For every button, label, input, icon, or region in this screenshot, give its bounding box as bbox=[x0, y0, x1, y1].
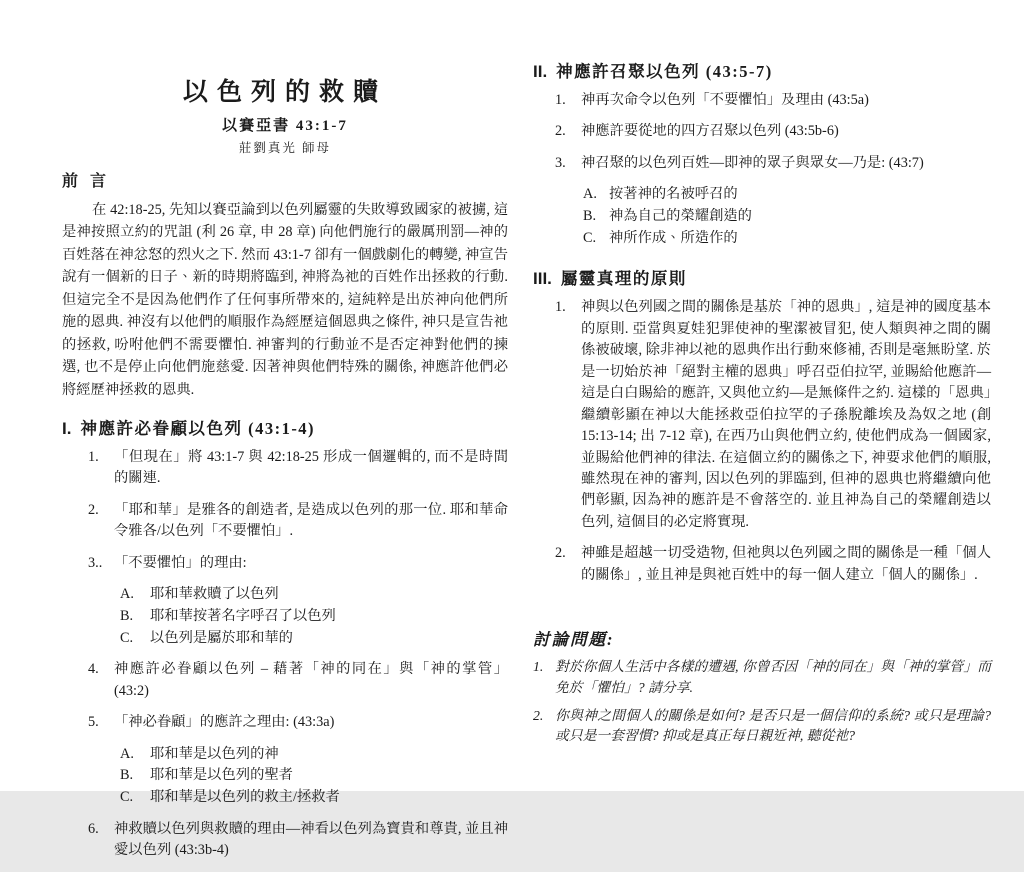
outline-item bbox=[88, 712, 508, 733]
outline-subitem bbox=[583, 228, 991, 250]
item-number: 4. bbox=[88, 661, 99, 678]
subitem-letter: A. bbox=[583, 186, 597, 203]
item-number: 2. bbox=[555, 123, 566, 140]
outline-subitem bbox=[583, 184, 991, 206]
outline-subitem bbox=[120, 765, 508, 787]
subitem-letter: A. bbox=[120, 586, 134, 603]
discussion-heading: 討論問題: bbox=[533, 630, 615, 650]
outline-subitem bbox=[120, 606, 508, 628]
outline-subitems bbox=[120, 584, 508, 649]
section-1-items bbox=[62, 447, 508, 862]
outline-subitems bbox=[583, 184, 991, 249]
outline-item bbox=[88, 819, 508, 862]
subitem-letter: C. bbox=[583, 229, 597, 246]
section-1-title: 神應許必眷顧以色列 (43:1-4) bbox=[80, 418, 316, 438]
question-text: 你與神之間個人的關係是如何? 是否只是一個信仰的系統? 或只是理論? 或只是一套習慣? 抑或是真正每日親近神, 聽從祂? bbox=[555, 707, 991, 744]
subitem-text: 耶和華救贖了以色列 bbox=[150, 586, 279, 603]
item-text: 「不要懼怕」的理由: bbox=[114, 554, 247, 571]
outline-item bbox=[555, 90, 991, 111]
section-3-heading bbox=[533, 265, 991, 289]
document-author: 莊劉真光 師母 bbox=[238, 141, 332, 155]
question-number: 1. bbox=[533, 659, 544, 675]
item-number: 5. bbox=[88, 714, 99, 731]
item-number: 2. bbox=[555, 545, 566, 562]
question-number: 2. bbox=[533, 707, 544, 723]
document-subtitle: 以賽亞書 43:1-7 bbox=[222, 118, 348, 134]
discussion-section bbox=[533, 626, 991, 747]
subitem-text: 耶和華是以色列的神 bbox=[150, 745, 279, 762]
preface-paragraph: 在 42:18-25, 先知以賽亞論到以色列屬靈的失敗導致國家的被擄, 這是神按照立約的咒詛 (利 26 章, 申 28 章) 向他們施行的嚴厲刑罰—神的百姓落在神忿怒的烈火之下. 然而 43:1-7 卻有一個戲劇化的轉變, 神宣告說有一個新的日子、新的時期將臨到, 神將為祂的百姓作出拯救的行動. 但這完全不是因為他們作了任何事所帶來的, 這純粹是出於神向他們所施的恩典. 神沒有以他們的順服作為經歷這個恩典之條件, 神只是宣告祂的拯救, 吩咐他們不需要懼怕. 神審判的行動並不是否定神對他們的揀選, 也不是停止向他們施慈愛. 因著神與他們特殊的關係, 神應許他們必將經歷神拯救的恩典. bbox=[62, 202, 508, 398]
outline-subitem bbox=[583, 206, 991, 228]
document-title: 以色列的救贖 bbox=[182, 79, 387, 106]
item-number: 2. bbox=[88, 501, 99, 518]
outline-item bbox=[88, 659, 508, 702]
outline-subitem bbox=[120, 628, 508, 650]
right-column bbox=[533, 0, 991, 747]
section-3-items bbox=[533, 297, 991, 586]
preface-heading: 前 言 bbox=[62, 173, 111, 190]
item-text: 「但現在」將 43:1-7 與 42:18-25 形成一個邏輯的, 而不是時間的關連. bbox=[114, 448, 508, 487]
outline-subitem bbox=[120, 584, 508, 606]
section-3-number: III. bbox=[533, 269, 552, 289]
subitem-letter: B. bbox=[120, 607, 134, 624]
outline-subitem bbox=[120, 744, 508, 766]
subitem-letter: A. bbox=[120, 745, 134, 762]
item-number: 3.. bbox=[88, 554, 103, 571]
outline-item bbox=[88, 447, 508, 490]
item-text: 神再次命令以色列「不要懼怕」及理由 (43:5a) bbox=[581, 92, 869, 108]
section-1-number: I. bbox=[62, 418, 72, 438]
item-number: 1. bbox=[555, 299, 566, 316]
outline-item bbox=[88, 553, 508, 574]
subitem-letter: B. bbox=[120, 767, 134, 784]
item-text: 「耶和華」是雅各的創造者, 是造成以色列的那一位. 耶和華命令雅各/以色列「不要懼怕」. bbox=[114, 501, 508, 540]
section-2-heading bbox=[533, 58, 991, 82]
outline-item bbox=[555, 121, 991, 142]
left-column bbox=[62, 0, 508, 872]
outline-item bbox=[555, 543, 991, 586]
section-1-heading bbox=[62, 415, 508, 439]
item-number: 1. bbox=[555, 92, 566, 108]
subitem-text: 耶和華按著名字呼召了以色列 bbox=[150, 607, 336, 624]
item-number: 1. bbox=[88, 448, 99, 465]
discussion-question bbox=[533, 657, 991, 698]
item-text: 神應許要從地的四方召聚以色列 (43:5b-6) bbox=[581, 123, 839, 140]
item-number: 6. bbox=[88, 820, 99, 837]
item-text: 神應許必眷顧以色列 – 藉著「神的同在」與「神的掌管」 (43:2) bbox=[114, 661, 508, 699]
item-text: 神救贖以色列與救贖的理由—神看以色列為寶貴和尊貴, 並且神愛以色列 (43:3b-4) bbox=[114, 820, 508, 859]
item-number: 3. bbox=[555, 154, 566, 171]
subitem-letter: C. bbox=[120, 789, 134, 806]
outline-subitems bbox=[120, 744, 508, 809]
outline-item bbox=[555, 297, 991, 533]
item-text: 神與以色列國之間的關係是基於「神的恩典」, 這是神的國度基本的原則. 亞當與夏娃犯罪使神的聖潔被冒犯, 使人類與神之間的關係被破壞, 除非神以祂的恩典作出行動來修補, 否則是毫無盼望. 於是一切始於神「絕對主權的恩典」呼召亞伯拉罕, 並賜給他應許—這是白白賜給的應許, 又與他立約—是無條件之約. 這樣的「恩典」繼續彰顯在神以大能拯救亞伯拉罕的子孫脫離埃及為奴之地 (創 15:13-14; 出 7-12 章), 在西乃山與他們立約, 使他們成為一個國家, 並賜給他們神的律法. 在這個立約的關係之下, 神要求他們的順服, 雖然現在神的審判, 因以色列的罪臨到, 但神的恩典也將繼續向他們彰顯, 因為神的應許是不會落空的. 並且神為自己的榮耀創造以色列, 這個目的必定將實現. bbox=[581, 299, 991, 530]
section-3-title: 屬靈真理的原則 bbox=[560, 269, 687, 289]
subitem-text: 耶和華是以色列的救主/拯救者 bbox=[150, 789, 340, 806]
subitem-text: 神為自己的榮耀創造的 bbox=[609, 208, 752, 225]
section-2-number: II. bbox=[533, 62, 548, 81]
subitem-text: 以色列是屬於耶和華的 bbox=[150, 629, 293, 646]
item-text: 神雖是超越一切受造物, 但祂與以色列國之間的關係是一種「個人的關係」, 並且神是與祂百姓中的每一個人建立「個人的關係」. bbox=[581, 545, 991, 583]
subitem-text: 神所作成、所造作的 bbox=[609, 229, 738, 246]
discussion-question bbox=[533, 706, 991, 747]
question-text: 對於你個人生活中各樣的遭遇, 你曾否因「神的同在」與「神的掌管」而免於「懼怕」? 請分享. bbox=[555, 659, 991, 695]
section-2-title: 神應許召聚以色列 (43:5-7) bbox=[556, 62, 773, 81]
item-text: 「神必眷顧」的應許之理由: (43:3a) bbox=[114, 714, 335, 731]
subitem-text: 耶和華是以色列的聖者 bbox=[150, 767, 293, 784]
outline-subitem bbox=[120, 787, 508, 809]
outline-item bbox=[555, 153, 991, 174]
subitem-letter: B. bbox=[583, 208, 597, 225]
subitem-letter: C. bbox=[120, 629, 134, 646]
item-text: 神召聚的以色列百姓—即神的眾子與眾女—乃是: (43:7) bbox=[581, 154, 924, 171]
outline-item bbox=[88, 500, 508, 543]
subitem-text: 按著神的名被呼召的 bbox=[609, 186, 738, 203]
section-2-items bbox=[533, 90, 991, 249]
